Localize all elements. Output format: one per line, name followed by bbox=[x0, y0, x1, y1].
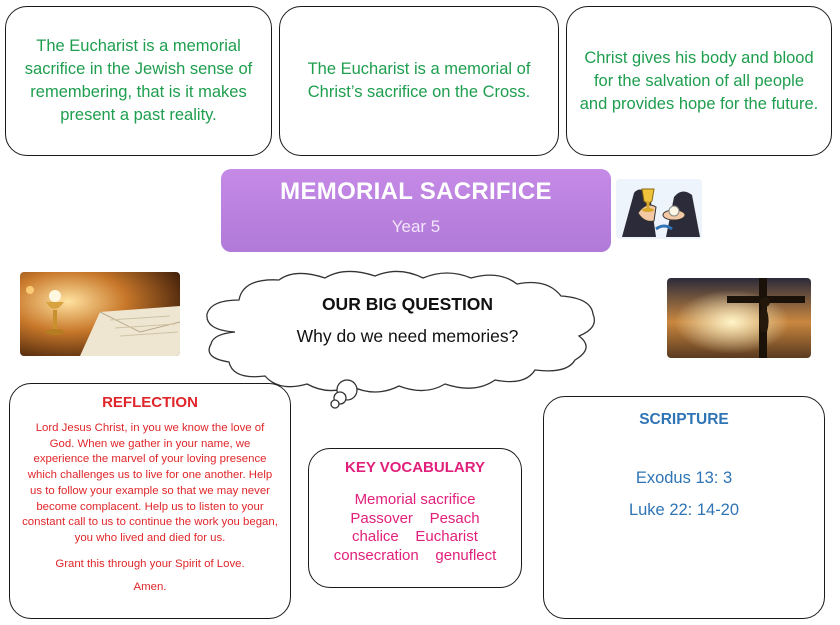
reflection-box bbox=[9, 383, 291, 619]
title-banner bbox=[221, 169, 611, 252]
reflection-prayer: Lord Jesus Christ, in you we know the love of God. When we gather in your name, we experience the marvel of your loving presence which challenges us to live for one another. Help us to follow your example so that we may never become complacent. Help us to listen to your constant call to us to continue the work you began, you who lived and died for us. bbox=[22, 422, 278, 544]
page-subtitle: Year 5 bbox=[391, 217, 441, 236]
reflection-amen: Amen. bbox=[133, 581, 167, 594]
info-box-3 bbox=[566, 6, 832, 156]
scripture-ref: Luke 22: 14-20 bbox=[628, 501, 740, 519]
vocabulary-box bbox=[308, 448, 522, 588]
vocabulary-line: Passover Pesach bbox=[350, 509, 480, 527]
vocabulary-line: chalice Eucharist bbox=[352, 528, 478, 545]
scripture-box bbox=[543, 396, 825, 619]
info-box-2-text: The Eucharist is a memorial of Christ’s sacrifice on the Cross. bbox=[307, 60, 531, 101]
vocabulary-line: Memorial sacrifice bbox=[354, 491, 476, 508]
reflection-closing: Grant this through your Spirit of Love. bbox=[55, 557, 245, 570]
crucifix-sunset-photo bbox=[667, 278, 811, 358]
big-question-heading: OUR BIG QUESTION bbox=[321, 294, 494, 314]
info-box-1 bbox=[5, 6, 272, 156]
info-box-1-text: The Eucharist is a memorial sacrifice in the Jewish sense of remembering, that is it makes present a past reality. bbox=[24, 37, 253, 124]
reflection-heading: REFLECTION bbox=[102, 394, 198, 411]
chalice-and-bible-photo bbox=[20, 272, 180, 356]
page-title: MEMORIAL SACRIFICE bbox=[280, 178, 552, 205]
scripture-ref: Exodus 13: 3 bbox=[635, 469, 733, 487]
big-question-text: Why do we need memories? bbox=[296, 326, 519, 346]
scripture-heading: SCRIPTURE bbox=[639, 411, 729, 428]
info-box-3-text: Christ gives his body and blood for the salvation of all people and provides hope for the future. bbox=[579, 48, 819, 113]
info-box-2 bbox=[279, 6, 559, 156]
vocabulary-heading: KEY VOCABULARY bbox=[344, 459, 486, 476]
vocabulary-line: consecration genuflect bbox=[333, 546, 497, 564]
communion-hands-clipart bbox=[616, 179, 702, 239]
